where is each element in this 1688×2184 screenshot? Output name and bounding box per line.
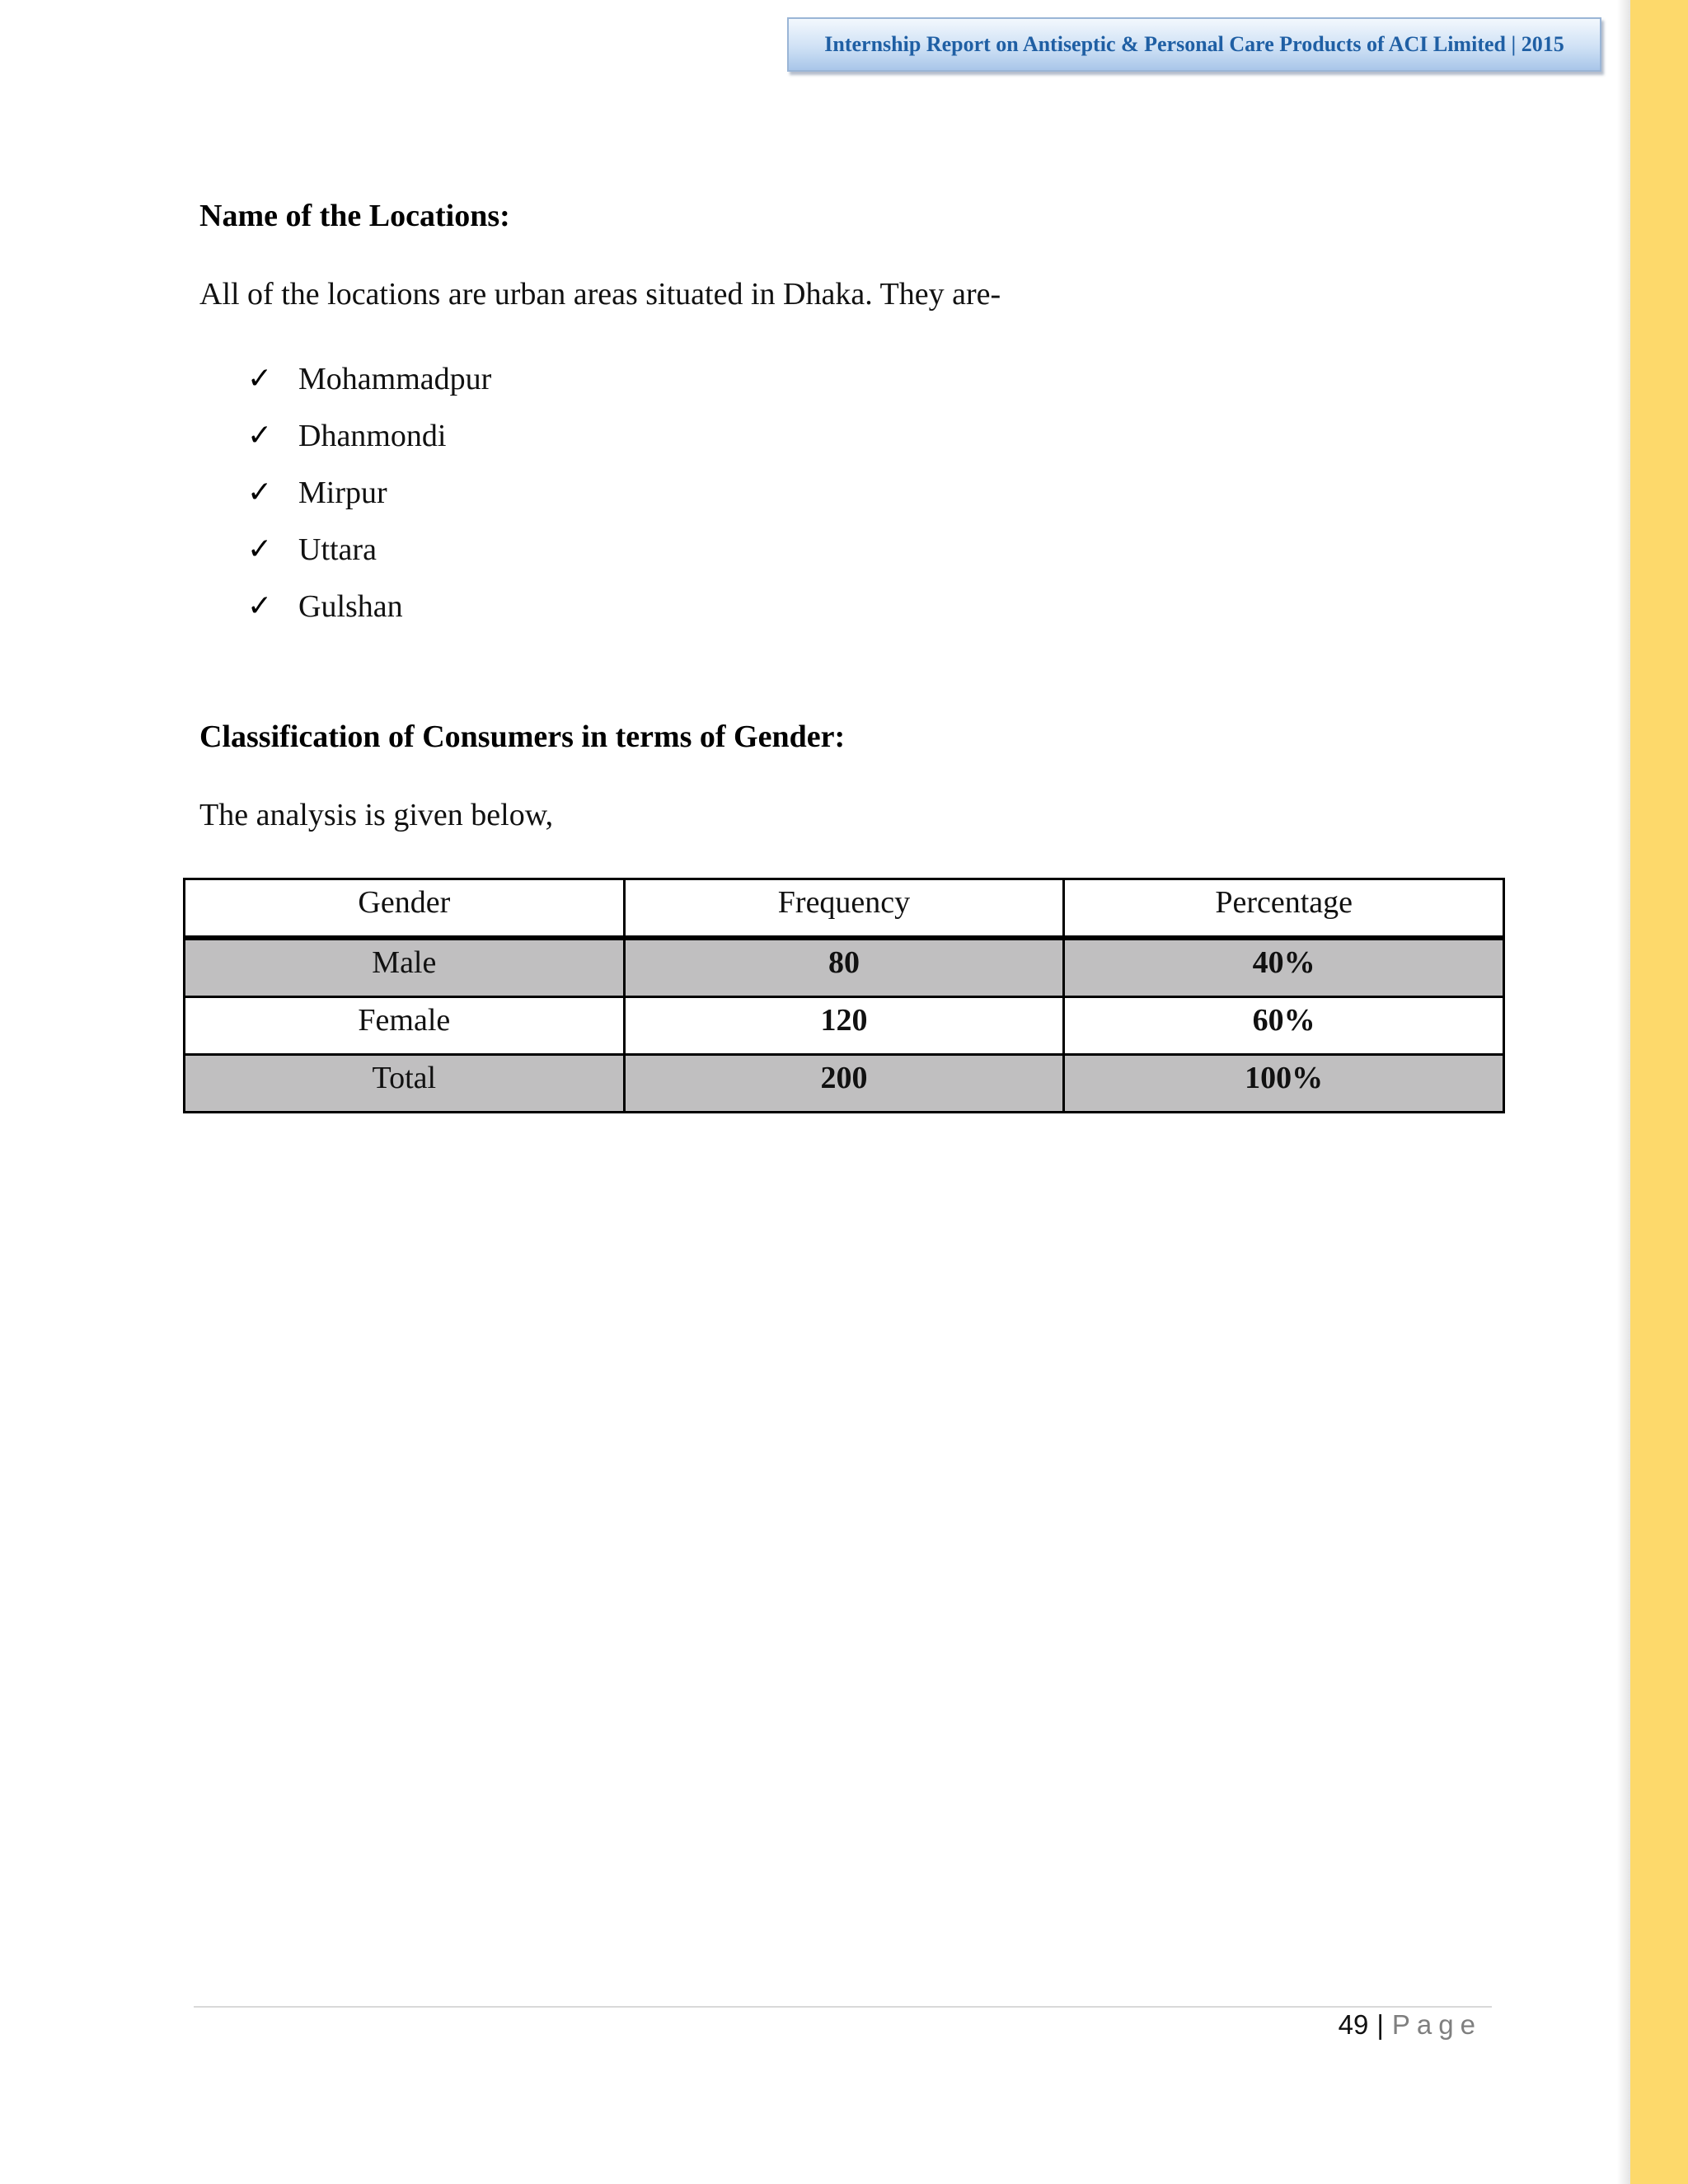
cell-percentage: 40%: [1064, 938, 1504, 997]
list-item: [247, 464, 491, 521]
locations-intro: All of the locations are urban areas situated in Dhaka. They are-: [199, 277, 1001, 312]
cell-gender: Female: [185, 997, 625, 1055]
footer-separator: |: [1376, 2009, 1384, 2040]
location-name: Mirpur: [298, 475, 387, 510]
table-row: [185, 938, 1504, 997]
footer-divider: [194, 2006, 1492, 2008]
column-header-percentage: Percentage: [1064, 879, 1504, 939]
table-header-row: [185, 879, 1504, 939]
locations-list: [247, 350, 491, 635]
page-footer: [1337, 2009, 1482, 2041]
table-row: [185, 997, 1504, 1055]
cell-percentage: 100%: [1064, 1055, 1504, 1113]
location-name: Mohammadpur: [298, 361, 492, 396]
location-name: Gulshan: [298, 588, 403, 624]
cell-gender: Total: [185, 1055, 625, 1113]
cell-percentage: 60%: [1064, 997, 1504, 1055]
checkmark-icon: ✓: [247, 476, 273, 509]
header-title: Internship Report on Antiseptic & Personal Care Products of ACI Limited | 2015: [824, 32, 1564, 56]
column-header-gender: Gender: [185, 879, 625, 939]
yellow-side-band: [1630, 0, 1688, 2184]
page-label: Page: [1391, 2009, 1482, 2040]
cell-gender: Male: [185, 938, 625, 997]
gender-table: [183, 878, 1505, 1113]
locations-heading: Name of the Locations:: [199, 199, 510, 233]
column-header-frequency: Frequency: [624, 879, 1064, 939]
cell-frequency: 80: [624, 938, 1064, 997]
cell-frequency: 120: [624, 997, 1064, 1055]
checkmark-icon: ✓: [247, 589, 273, 623]
checkmark-icon: ✓: [247, 532, 273, 566]
checkmark-icon: ✓: [247, 419, 273, 452]
page-edge-shadow: [1617, 0, 1630, 2184]
running-header: [787, 17, 1601, 72]
location-name: Dhanmondi: [298, 418, 447, 453]
checkmark-icon: ✓: [247, 362, 273, 396]
list-item: [247, 578, 491, 635]
list-item: [247, 407, 491, 464]
list-item: [247, 350, 491, 407]
gender-heading: Classification of Consumers in terms of Gender:: [199, 719, 846, 754]
page-number: 49: [1338, 2009, 1369, 2040]
table-row: [185, 1055, 1504, 1113]
location-name: Uttara: [298, 532, 377, 567]
list-item: [247, 521, 491, 578]
cell-frequency: 200: [624, 1055, 1064, 1113]
gender-intro: The analysis is given below,: [199, 798, 554, 832]
